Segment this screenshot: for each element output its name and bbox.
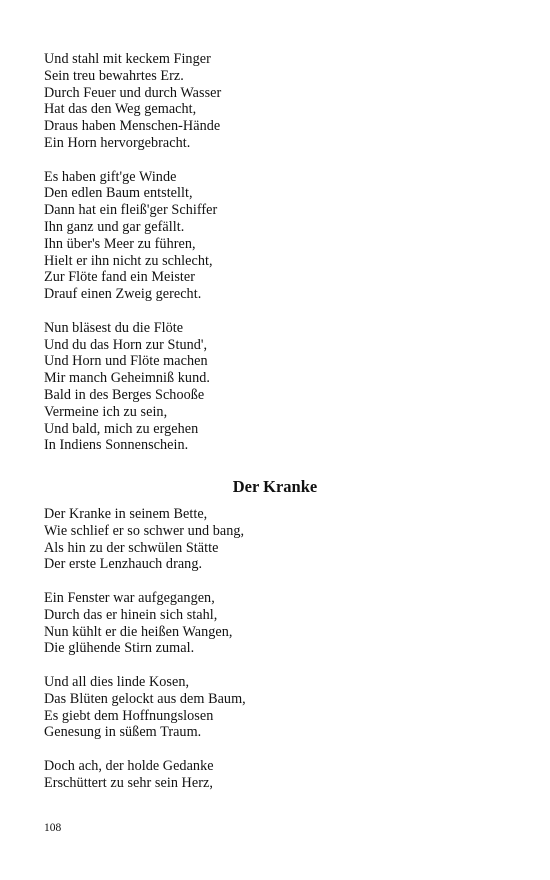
verse-line: Genesung in süßem Traum.	[44, 724, 202, 741]
verse-line: Das Blüten gelockt aus dem Baum,	[44, 690, 246, 707]
stanza	[44, 51, 504, 152]
verse-line: Mir manch Geheimniß kund.	[44, 370, 210, 387]
verse-line: Doch ach, der holde Gedanke	[44, 757, 214, 774]
verse-line: Es giebt dem Hoffnungslosen	[44, 707, 214, 724]
verse-line: Durch das er hinein sich stahl,	[44, 606, 218, 623]
page-number: 108	[44, 822, 62, 834]
poem-title: Der Kranke	[232, 477, 318, 496]
verse-line: Zur Flöte fand ein Meister	[44, 269, 196, 286]
verse-line: Sein treu bewahrtes Erz.	[44, 67, 184, 84]
verse-line: Nun kühlt er die heißen Wangen,	[44, 623, 233, 640]
poem-der-kranke	[44, 506, 504, 792]
verse-line: Es haben gift'ge Winde	[44, 168, 177, 185]
verse-line: Als hin zu der schwülen Stätte	[44, 539, 219, 556]
stanza	[44, 674, 504, 741]
verse-line: Und all dies linde Kosen,	[44, 673, 190, 690]
verse-line: Draus haben Menschen-Hände	[44, 118, 221, 135]
verse-line: Drauf einen Zweig gerecht.	[44, 286, 202, 303]
stanza	[44, 320, 504, 454]
verse-line: Ihn über's Meer zu führen,	[44, 235, 196, 252]
poem-continuation	[44, 51, 504, 454]
verse-line: Und Horn und Flöte machen	[44, 353, 208, 370]
verse-line: In Indiens Sonnenschein.	[44, 437, 189, 454]
verse-line: Hat das den Weg gemacht,	[44, 101, 197, 118]
verse-line: Nun bläsest du die Flöte	[44, 319, 184, 336]
stanza	[44, 506, 504, 573]
verse-line: Der Kranke in seinem Bette,	[44, 506, 208, 522]
stanza	[44, 169, 504, 303]
verse-line: Bald in des Berges Schooße	[44, 386, 205, 403]
verse-line: Ihn ganz und gar gefällt.	[44, 218, 185, 235]
verse-line: Die glühende Stirn zumal.	[44, 640, 195, 657]
verse-line: Ein Horn hervorgebracht.	[44, 134, 191, 151]
verse-line: Vermeine ich zu sein,	[44, 403, 168, 420]
verse-line: Der erste Lenzhauch drang.	[44, 556, 203, 573]
verse-line: Und du das Horn zur Stund',	[44, 336, 208, 353]
verse-line: Und bald, mich zu ergehen	[44, 420, 199, 437]
verse-line: Den edlen Baum entstellt,	[44, 185, 193, 202]
verse-line: Durch Feuer und durch Wasser	[44, 84, 222, 101]
stanza	[44, 758, 504, 792]
verse-line: Dann hat ein fleiß'ger Schiffer	[44, 202, 218, 219]
stanza	[44, 590, 504, 657]
verse-line: Erschüttert zu sehr sein Herz,	[44, 774, 213, 791]
verse-line: Hielt er ihn nicht zu schlecht,	[44, 252, 213, 269]
verse-line: Und stahl mit keckem Finger	[44, 51, 211, 67]
verse-line: Wie schlief er so schwer und bang,	[44, 522, 245, 539]
verse-line: Ein Fenster war aufgegangen,	[44, 589, 215, 606]
